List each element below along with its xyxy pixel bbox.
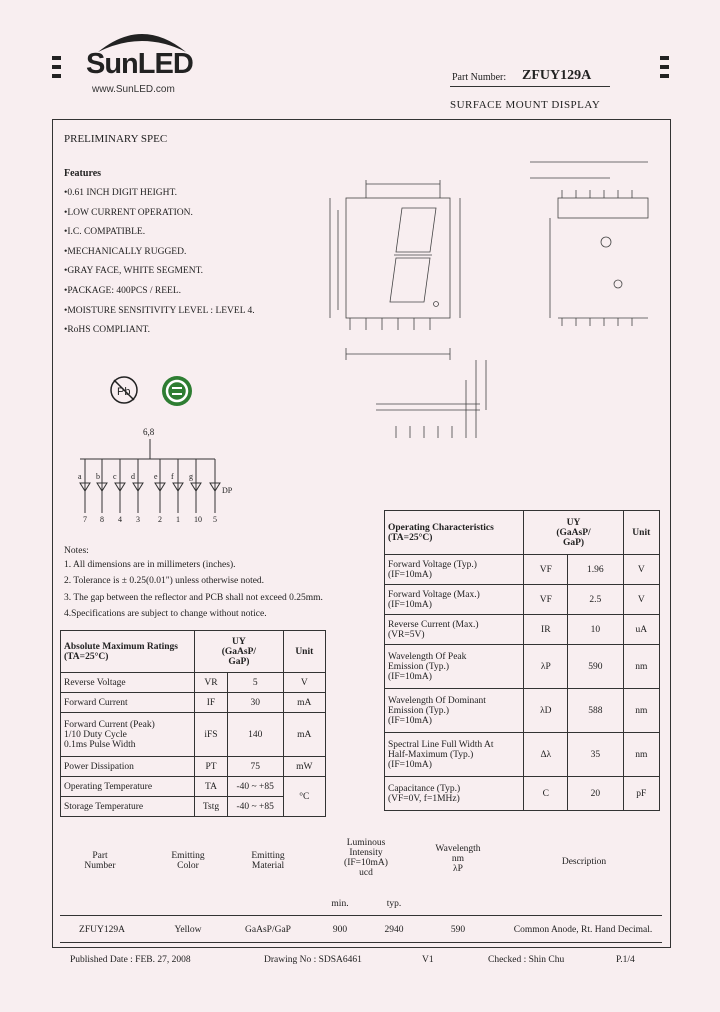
table-row: Capacitance (Typ.) (VF=0V, f=1MHz) C 20 pF [385,777,660,811]
note-item: 3. The gap between the reflector and PCB shall not exceed 0.25mm. [64,593,323,603]
feature-item: •PACKAGE: 400PCS / REEL. [64,286,181,296]
part-table-rule [60,915,662,916]
table-row: Forward Current (Peak) 1/10 Duty Cycle 0.1ms Pulse Width iFS 140 mA [61,713,326,757]
cell-min: 900 [332,925,348,935]
package-drawing [310,140,666,450]
segment-letter: a [78,472,82,481]
drawing-number: Drawing No : SDSA6461 [264,955,362,965]
op-char-table [384,510,660,811]
pin-number: 4 [118,515,122,524]
logo-bars-right [660,56,669,83]
abs-max-title: Absolute Maximum Ratings (TA=25°C) [61,631,195,673]
pin-number: 5 [213,515,217,524]
table-row: Storage Temperature Tstg -40 ~ +85 [61,797,326,817]
op-char-title: Operating Characteristics (TA=25°C) [385,511,524,555]
cell-material: GaAsP/GaP [245,925,291,935]
feature-item: •GRAY FACE, WHITE SEGMENT. [64,266,204,276]
table-row: Operating Temperature TA -40 ~ +85 °C [61,777,326,797]
pin-number: 10 [194,515,202,524]
published-date: Published Date : FEB. 27, 2008 [70,955,191,965]
hdr-wavelength: Wavelength nm λP [435,844,481,874]
segment-letter: c [113,472,117,481]
notes-title: Notes: [64,546,89,556]
note-item: 2. Tolerance is ± 0.25(0.01") unless otherwise noted. [64,576,265,586]
pin-number: 1 [176,515,180,524]
segment-letter: DP [222,486,233,495]
feature-item: •MOISTURE SENSITIVITY LEVEL : LEVEL 4. [64,306,255,316]
table-row: Forward Voltage (Typ.) (IF=10mA) VF 1.96 V [385,555,660,585]
abs-max-col-uy: UY (GaAsP/ GaP) [195,631,283,673]
cell-part: ZFUY129A [79,925,125,935]
pin-number: 3 [136,515,140,524]
hdr-min: min. [331,899,349,909]
logo-bars-left [52,56,61,83]
note-item: 4.Specifications are subject to change without notice. [64,609,267,619]
pin-number: 8 [100,515,104,524]
feature-item: •RoHS COMPLIANT. [64,325,151,335]
segment-letter: g [189,472,193,481]
product-type: SURFACE MOUNT DISPLAY [450,99,601,111]
cell-description: Common Anode, Rt. Hand Decimal. [513,925,653,935]
table-row: Power Dissipation PT 75 mW [61,757,326,777]
part-table-rule [60,942,662,943]
segment-letter: e [154,472,158,481]
feature-item: •0.61 INCH DIGIT HEIGHT. [64,188,177,198]
op-char-col-uy: UY (GaAsP/ GaP) [524,511,623,555]
hdr-typ: typ. [386,899,402,909]
underline [450,86,610,87]
circuit-diagram [60,425,270,525]
hdr-material: Emitting Material [251,851,285,871]
pin-number: 2 [158,515,162,524]
table-row: Spectral Line Full Width At Half-Maximum (Typ.) (IF=10mA) Δλ 35 nm [385,733,660,777]
feature-item: •MECHANICALLY RUGGED. [64,247,187,257]
feature-item: •I.C. COMPATIBLE. [64,227,146,237]
svg-text:Pb: Pb [117,386,131,398]
table-row: Forward Voltage (Max.) (IF=10mA) VF 2.5 V [385,585,660,615]
hdr-description: Description [561,857,607,867]
table-row: Reverse Current (Max.) (VR=5V) IR 10 uA [385,615,660,645]
segment-letter: f [171,472,174,481]
hdr-intensity: Luminous Intensity (IF=10mA) ucd [344,838,388,878]
checked-by: Checked : Shin Chu [488,955,565,965]
op-char-col-unit: Unit [623,511,659,555]
version: V1 [422,955,434,965]
logo-text: SunLED [86,48,193,80]
segment-letter: b [96,472,100,481]
segment-letter: d [131,472,135,481]
table-row: Forward Current IF 30 mA [61,693,326,713]
abs-max-table [60,630,326,817]
note-item: 1. All dimensions are in millimeters (inches). [64,560,236,570]
website-link[interactable]: www.SunLED.com [92,84,175,95]
page-number: P.1/4 [616,955,635,965]
part-number-label: Part Number: [452,72,507,83]
table-row: Wavelength Of Peak Emission (Typ.) (IF=10mA) λP 590 nm [385,645,660,689]
table-row: Wavelength Of Dominant Emission (Typ.) (IF=10mA) λD 588 nm [385,689,660,733]
table-row: Reverse Voltage VR 5 V [61,673,326,693]
hdr-color: Emitting Color [171,851,205,871]
spec-status: PRELIMINARY SPEC [64,133,168,145]
cell-typ: 2940 [384,925,404,935]
part-number: ZFUY129A [522,68,592,83]
feature-item: •LOW CURRENT OPERATION. [64,208,193,218]
pb-free-icon [108,374,140,406]
features-title: Features [64,168,102,179]
abs-max-col-unit: Unit [283,631,325,673]
pin-number: 7 [83,515,87,524]
circuit-common-label: 6,8 [143,427,155,437]
hdr-part: Part Number [84,851,116,871]
cell-color: Yellow [174,925,202,935]
cell-wavelength: 590 [450,925,466,935]
rohs-icon [160,374,194,408]
